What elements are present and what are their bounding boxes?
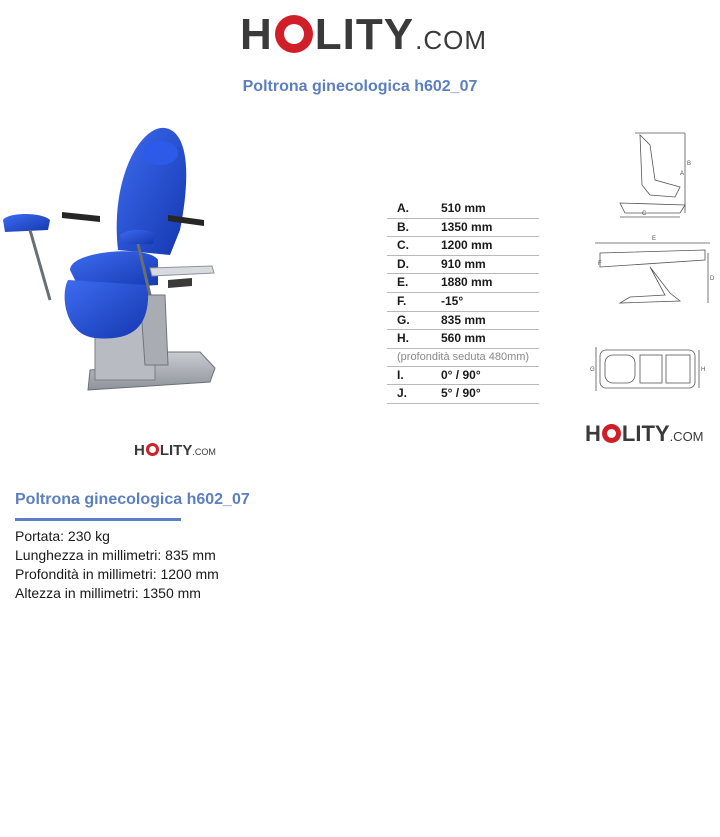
diagram-label: F xyxy=(598,261,602,267)
product-properties xyxy=(15,527,219,603)
property-line: Portata: 230 kg xyxy=(15,528,110,544)
diagram-label: A xyxy=(680,171,685,177)
spec-row: I. 0° / 90° xyxy=(387,367,539,386)
spec-row: G. 835 mm xyxy=(387,312,539,331)
spec-row: A. 510 mm xyxy=(387,200,539,219)
diagram-label: C xyxy=(642,211,647,217)
brand-logo-small: H LITY .COM xyxy=(134,442,216,459)
spec-row: F. -15° xyxy=(387,293,539,312)
spec-note: (profondità seduta 480mm) xyxy=(387,349,539,367)
diagram-label: E xyxy=(652,236,657,242)
diagram-label: H xyxy=(701,367,706,373)
logo-prefix: H xyxy=(240,10,273,59)
spec-row: D. 910 mm xyxy=(387,256,539,275)
logo-suffix: LITY xyxy=(314,10,415,59)
product-photo xyxy=(0,120,220,410)
logo-dotcom: .COM xyxy=(415,25,487,55)
diagram-label: D xyxy=(710,276,715,282)
technical-diagrams xyxy=(580,125,720,405)
property-line: Lunghezza in millimetri: 835 mm xyxy=(15,547,216,563)
property-line: Profondità in millimetri: 1200 mm xyxy=(15,566,219,582)
spec-table xyxy=(387,200,539,404)
logo-ring-icon xyxy=(275,15,313,53)
title-underline xyxy=(15,518,181,521)
spec-row: E. 1880 mm xyxy=(387,274,539,293)
page-title: Poltrona ginecologica h602_07 xyxy=(242,78,478,95)
property-line: Altezza in millimetri: 1350 mm xyxy=(15,585,201,601)
spec-row: B. 1350 mm xyxy=(387,219,539,238)
spec-row: J. 5° / 90° xyxy=(387,385,539,404)
logo-ring-icon xyxy=(602,424,621,443)
product-title: Poltrona ginecologica h602_07 xyxy=(15,491,250,508)
diagram-label: B xyxy=(687,161,692,167)
spec-row: C. 1200 mm xyxy=(387,237,539,256)
diagram-label: G xyxy=(590,367,595,373)
brand-logo[interactable] xyxy=(240,10,487,60)
logo-ring-icon xyxy=(146,443,159,456)
brand-logo-small: H LITY .COM xyxy=(585,421,704,446)
spec-row: H. 560 mm xyxy=(387,330,539,349)
